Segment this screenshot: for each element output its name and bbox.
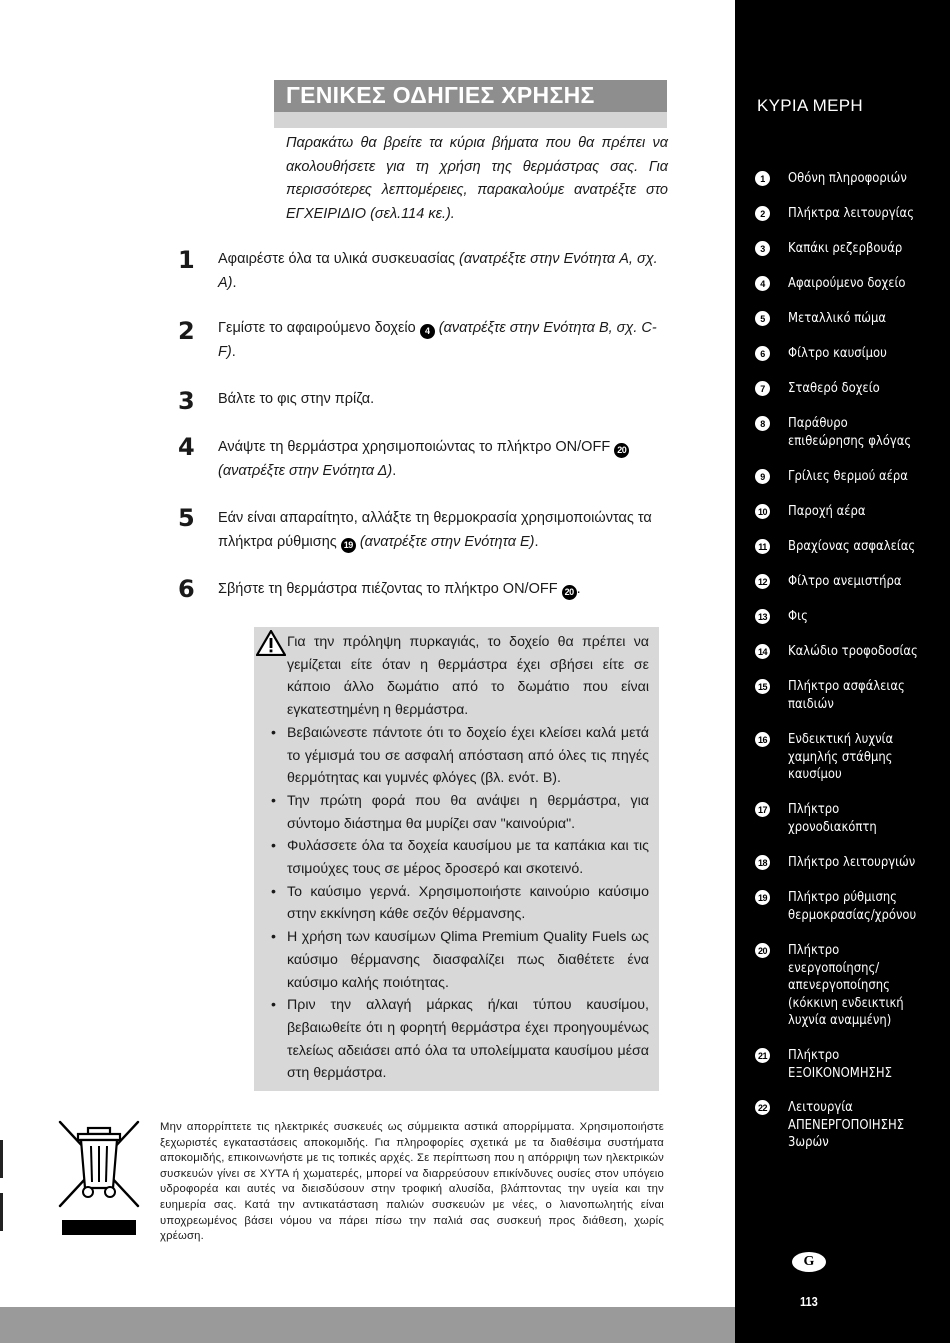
part-number-badge: 16 — [755, 732, 770, 747]
part-label: Πλήκτρο ενεργοποίησης/ απενεργοποίησης (κόκκινη ενδεικτική λυχνία αναμμένη) — [788, 942, 904, 1028]
step-instruction: Αφαιρέστε όλα τα υλικά συσκευασίας — [218, 251, 460, 267]
warning-text — [287, 631, 649, 1085]
step-number: 4 — [178, 433, 195, 461]
step-punctuation: . — [534, 533, 539, 550]
step-text — [218, 388, 668, 412]
part-label: Πλήκτρα λειτουργίας — [788, 205, 915, 221]
edge-mark — [0, 1193, 3, 1231]
part-number-badge: 14 — [755, 644, 770, 659]
step-punctuation: . — [232, 274, 237, 291]
part-label: Βραχίονας ασφαλείας — [788, 538, 916, 554]
page-number: 113 — [800, 1294, 818, 1309]
warning-bullet: • Πριν την αλλαγή μάρκας ή/και τύπου καυσίμου, βεβαιωθείτε ότι η φορητή θερμάστρα έχει προηγουμένως τελείως αδειάσει από όλα τα υπολείμματα καυσίμου μέσα στη θερμάστρα. — [287, 994, 649, 1085]
step-instruction: Σβήστε τη θερμάστρα πιέζοντας το πλήκτρο ON/OFF — [218, 581, 562, 597]
part-number-badge: 11 — [755, 539, 770, 554]
step-punctuation: . — [231, 343, 236, 360]
part-number-badge: 19 — [341, 538, 356, 553]
part-number-badge: 17 — [755, 802, 770, 817]
step-text — [218, 436, 668, 483]
part-item — [755, 1047, 945, 1082]
part-item — [755, 503, 945, 521]
part-label: Πλήκτρο ΕΞΟΙΚΟΝΟΜΗΣΗΣ — [788, 1047, 892, 1081]
weee-disposal-text: Μην απορρίπτετε τις ηλεκτρικές συσκευές ως σύμμεικτα αστικά απορρίμματα. Χρησιμοποιήστε ξεχωριστές εγκαταστάσεις αποκομιδής. Για πληροφορίες σχετικά με τα διαθέσιμα συστήματα αποκομιδής, επικοινωνήστε με τις τοπικές αρχές. Σε περίπτωση που η απόρριψη των ηλεκτρικών συσκευών γίνει σε ΧΥΤΑ ή χωματερές, μπορεί να διαρρεύσουν επικίνδυνες ουσίες στον υπόγειο υδροφορέα και αυτές να διεισδύσουν στην τροφική αλυσίδα, βλάπτοντας την υγεία και την ευημερία σας. Κατά την αντικατάσταση παλιών συσκευών με νέες, ο λιανοπωλητής είναι υποχρεωμένος βάσει νόμου να πάρει πίσω την παλιά σας συσκευή προς διάθεση, χωρίς χρέωση. — [160, 1121, 664, 1243]
part-item — [755, 538, 945, 556]
part-number-badge: 19 — [755, 890, 770, 905]
part-label: Ενδεικτική λυχνία χαμηλής στάθμης καυσίμου — [788, 731, 894, 782]
part-label: Γρίλιες θερμού αέρα — [788, 468, 908, 484]
warning-bullet: • Βεβαιώνεστε πάντοτε ότι το δοχείο έχει κλείσει καλά μετά το γέμισμά του σε ασφαλή απόσταση από όλες τις πηγές θερμότητας και γυμνές φλόγες (βλ. ενότ. B). — [287, 722, 649, 790]
part-number-badge: 18 — [755, 855, 770, 870]
part-number-badge: 4 — [755, 276, 770, 291]
part-item — [755, 608, 945, 626]
part-label: Παράθυρο επιθεώρησης φλόγας — [788, 415, 912, 449]
part-label: Καλώδιο τροφοδοσίας — [788, 643, 918, 659]
part-label: Αφαιρούμενο δοχείο — [788, 275, 906, 291]
edge-mark — [0, 1140, 3, 1178]
warning-bullet: • Η χρήση των καυσίμων Qlima Premium Quality Fuels ως καύσιμο θέρμανσης διασφαλίζει πως διαθέτετε ένα καύσιμο καλής ποιότητας. — [287, 926, 649, 994]
part-item — [755, 345, 945, 363]
part-number-badge: 4 — [420, 324, 435, 339]
part-item — [755, 205, 945, 223]
part-number-badge: 20 — [562, 585, 577, 600]
parts-sidebar — [735, 0, 950, 1343]
part-label: Μεταλλικό πώμα — [788, 310, 886, 326]
part-item — [755, 170, 945, 188]
step-number: 3 — [178, 387, 195, 415]
intro-paragraph: Παρακάτω θα βρείτε τα κύρια βήματα που θα πρέπει να ακολουθήσετε για τη χρήση της θερμάστρας σας. Για περισσότερες λεπτομέρειες, παρακαλούμε ανατρέξτε στο ΕΓΧΕΙΡΙΔΙΟ (σελ.114 κε.). — [286, 135, 668, 222]
step-reference: (ανατρέξτε στην Ενότητα A, σχ. A) — [218, 251, 658, 291]
part-number-badge: 20 — [755, 943, 770, 958]
part-number-badge: 13 — [755, 609, 770, 624]
part-item — [755, 854, 945, 872]
part-item — [755, 942, 945, 1030]
part-number-badge: 5 — [755, 311, 770, 326]
part-label: Πλήκτρο ασφάλειας παιδιών — [788, 678, 905, 712]
step-reference: (ανατρέξτε στην Ενότητα Δ) — [218, 462, 393, 479]
part-number-badge: 22 — [755, 1100, 770, 1115]
part-label: Φίλτρο ανεμιστήρα — [788, 573, 902, 589]
sidebar-title: ΚΥΡΙΑ ΜΕΡΗ — [757, 96, 863, 115]
part-number-badge: 1 — [755, 171, 770, 186]
step-number: 5 — [178, 504, 195, 532]
part-label: Παροχή αέρα — [788, 503, 866, 519]
part-item — [755, 573, 945, 591]
part-item — [755, 889, 945, 924]
part-item — [755, 643, 945, 661]
part-number-badge: 12 — [755, 574, 770, 589]
part-number-badge: 9 — [755, 469, 770, 484]
page-title: ΓΕΝΙΚΕΣ ΟΔΗΓΙΕΣ ΧΡΗΣΗΣ — [286, 82, 595, 108]
step-reference: (ανατρέξτε στην Ενότητα E) — [355, 533, 535, 550]
warning-bullet: • Την πρώτη φορά που θα ανάψει η θερμάστρα, για σύντομο διάστημα θα μυρίζει σαν "καινούρια". — [287, 790, 649, 835]
part-item — [755, 1099, 945, 1152]
warning-lead: Για την πρόληψη πυρκαγιάς, το δοχείο θα πρέπει να γεμίζεται είτε όταν η θερμάστρα έχει σβήσει είτε σε κάποιο άλλο δωμάτιο από το δωμάτιο που είναι εγκατεστημένη η θερμάστρα. — [287, 634, 649, 719]
step-instruction: Ανάψτε τη θερμάστρα χρησιμοποιώντας το πλήκτρο ON/OFF — [218, 439, 615, 455]
part-item — [755, 468, 945, 486]
part-number-badge: 10 — [755, 504, 770, 519]
step-punctuation: . — [392, 462, 397, 479]
footer-bar — [0, 1307, 735, 1343]
part-number-badge: 8 — [755, 416, 770, 431]
step-instruction: Βάλτε το φις στην πρίζα. — [218, 391, 375, 407]
step-text — [218, 578, 668, 602]
part-number-badge: 2 — [755, 206, 770, 221]
part-item — [755, 678, 945, 713]
language-badge: G — [792, 1252, 826, 1272]
weee-crossed-bin-icon — [58, 1120, 140, 1240]
step-instruction: Γεμίστε το αφαιρούμενο δοχείο — [218, 320, 420, 336]
part-label: Πλήκτρο ρύθμισης θερμοκρασίας/χρόνου — [788, 889, 917, 923]
part-item — [755, 415, 945, 450]
step-number: 2 — [178, 317, 195, 345]
part-number-badge: 6 — [755, 346, 770, 361]
step-number: 1 — [178, 246, 195, 274]
part-item — [755, 801, 945, 836]
step-number: 6 — [178, 575, 195, 603]
part-label: Σταθερό δοχείο — [788, 380, 880, 396]
step-punctuation: . — [576, 581, 581, 597]
part-label: Οθόνη πληροφοριών — [788, 170, 907, 186]
part-number-badge: 3 — [755, 241, 770, 256]
part-number-badge: 7 — [755, 381, 770, 396]
part-number-badge: 20 — [614, 443, 629, 458]
warning-triangle-icon — [256, 630, 286, 656]
part-label: Καπάκι ρεζερβουάρ — [788, 240, 903, 256]
part-label: Φίλτρο καυσίμου — [788, 345, 887, 361]
step-text — [218, 507, 668, 554]
part-label: Λειτουργία ΑΠΕΝΕΡΓΟΠΟΙΗΣΗΣ 3ωρών — [788, 1099, 905, 1150]
step-text — [218, 317, 668, 364]
step-text — [218, 248, 668, 295]
part-number-badge: 15 — [755, 679, 770, 694]
warning-bullet: • Το καύσιμο γερνά. Χρησιμοποιήστε καινούριο καύσιμο στην εκκίνηση κάθε σεζόν θέρμανσης. — [287, 881, 649, 926]
part-item — [755, 240, 945, 258]
part-label: Πλήκτρο χρονοδιακόπτη — [788, 801, 877, 835]
part-item — [755, 380, 945, 398]
warning-bullet: • Φυλάσσετε όλα τα δοχεία καυσίμου με τα καπάκια και τις τσιμούχες τους σε μέρος δροσερό και σκοτεινό. — [287, 835, 649, 880]
part-item — [755, 310, 945, 328]
part-number-badge: 21 — [755, 1048, 770, 1063]
step-reference: (ανατρέξτε στην Ενότητα B, σχ. C-F) — [218, 320, 657, 360]
warning-bullets — [287, 722, 649, 1085]
part-label: Πλήκτρο λειτουργιών — [788, 854, 916, 870]
part-label: Φις — [788, 608, 808, 624]
part-item — [755, 275, 945, 293]
part-item — [755, 731, 945, 784]
step-instruction: Εάν είναι απαραίτητο, αλλάξτε τη θερμοκρασία χρησιμοποιώντας τα πλήκτρα ρύθμισης — [218, 510, 652, 550]
